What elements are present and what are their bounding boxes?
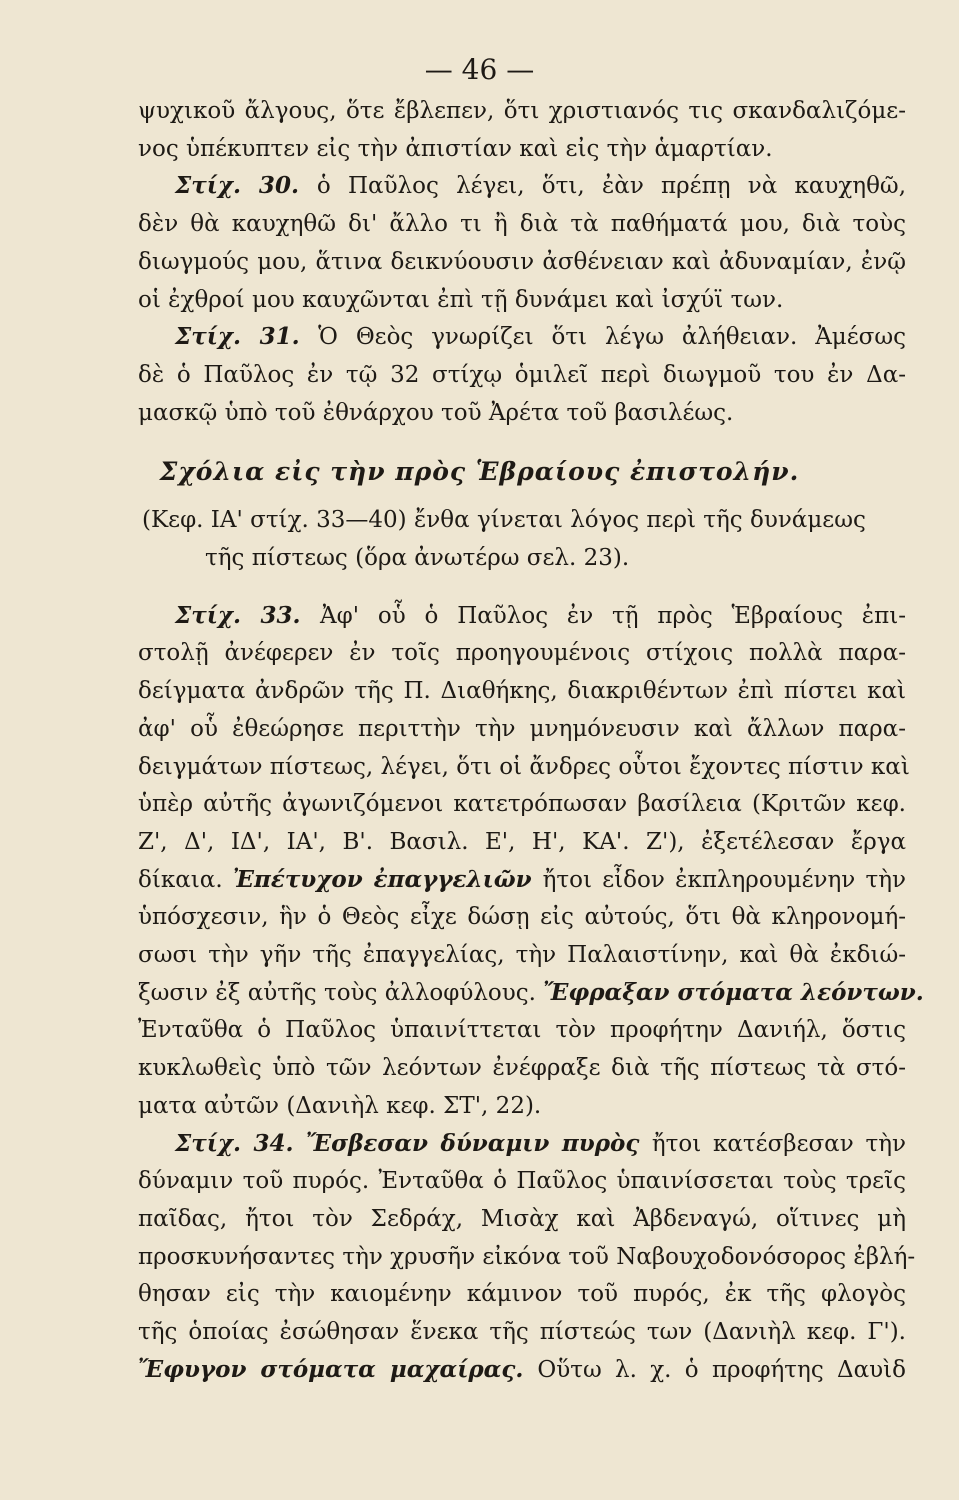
line-text: ἤτοι κατέσβεσαν τὴν (651, 1130, 906, 1157)
line-text: ἤτοι εἶδον ἐκπληρουμένην τὴν (542, 866, 906, 893)
text-line (138, 978, 924, 1008)
text-line (138, 940, 906, 970)
quoted-phrase: Ἐπέτυχον ἐπαγγελιῶν (232, 865, 543, 893)
line-text: Ζ', Δ', ΙΔ', ΙΑ', Β'. Βασιλ. Ε', Η', ΚΑ'. Ζ'), ἐξετέλεσαν ἔργα (138, 828, 906, 855)
line-text: Οὕτω λ. χ. ὁ προφήτης Δαυὶδ (537, 1356, 906, 1383)
line-text: δύναμιν τοῦ πυρός. Ἐνταῦθα ὁ Παῦλος ὑπαινίσσεται τοὺς τρεῖς (138, 1168, 906, 1195)
line-text: διωγμούς μου, ἅτινα δεικνύουσιν ἀσθένειαν καὶ ἀδυναμίαν, ἐνῷ (138, 248, 906, 275)
line-text: ψυχικοῦ ἄλγους, ὅτε ἔβλεπεν, ὅτι χριστιανός τις σκανδαλιζόμε- (138, 98, 906, 124)
line-text: δείγματα ἀνδρῶν τῆς Π. Διαθήκης, διακριθέντων ἐπὶ πίστει καὶ (138, 678, 906, 705)
quoted-phrase: Ἔφυγον στόματα μαχαίρας. (138, 1355, 538, 1383)
text-line (138, 1166, 906, 1196)
text-line (138, 247, 906, 277)
line-text: παῖδας, ἤτοι τὸν Σεδράχ, Μισὰχ καὶ Ἀβδεναγώ, οἵτινες μὴ (138, 1205, 906, 1232)
verse-label: Στίχ. 33. (175, 601, 321, 629)
line-text: δὲ ὁ Παῦλος ἐν τῷ 32 στίχῳ ὁμιλεῖ περὶ διωγμοῦ του ἐν Δα- (138, 361, 906, 388)
text-line (138, 1279, 906, 1309)
text-line (138, 714, 906, 744)
section-heading: Σχόλια εἰς τὴν πρὸς Ἑβραίους ἐπιστολήν. (159, 457, 800, 487)
text-line (175, 322, 906, 352)
text-line (138, 209, 906, 239)
text-line (138, 1204, 906, 1234)
line-text: Ἀφ' οὗ ὁ Παῦλος ἐν τῇ πρὸς Ἑβραίους ἐπι- (320, 602, 907, 629)
text-line (175, 1129, 906, 1159)
line-text: στολῇ ἀνέφερεν ἐν τοῖς προηγουμένοις στίχοις πολλὰ παρα- (138, 640, 906, 667)
verse-label: Στίχ. 34. (175, 1129, 307, 1157)
line-prefix: δίκαια. (138, 866, 233, 893)
line-text: Ἐνταῦθα ὁ Παῦλος ὑπαινίττεται τὸν προφήτην Δανιήλ, ὅστις (138, 1017, 906, 1044)
text-line (138, 1242, 916, 1272)
text-line (138, 1053, 906, 1083)
text-line (138, 1355, 906, 1385)
line-text: δειγμάτων πίστεως, λέγει, ὅτι οἱ ἄνδρες οὗτοι ἔχοντες πίστιν καὶ (138, 753, 910, 780)
text-line (138, 96, 906, 126)
text-line (138, 285, 906, 315)
verse-label: Στίχ. 31. (175, 323, 319, 351)
quoted-phrase: Ἔσβεσαν δύναμιν πυρὸς (306, 1129, 652, 1157)
text-line (138, 134, 906, 164)
line-text: μασκῷ ὑπὸ τοῦ ἐθνάρχου τοῦ Ἀρέτα τοῦ βασιλέως. (138, 399, 734, 426)
text-line (138, 1317, 906, 1347)
reference-line: (Κεφ. ΙΑ' στίχ. 33—40) ἔνθα γίνεται λόγος περὶ τῆς δυνάμεως (142, 507, 866, 534)
line-text: ματα αὐτῶν (Δανιὴλ κεφ. ΣΤ', 22). (138, 1092, 542, 1119)
line-text: οἱ ἐχθροί μου καυχῶνται ἐπὶ τῇ δυνάμει καὶ ἰσχύϊ των. (138, 286, 784, 313)
line-text: ἀφ' οὗ ἐθεώρησε περιττὴν τὴν μνημόνευσιν καὶ ἄλλων παρα- (138, 715, 906, 742)
text-line (138, 827, 906, 857)
line-prefix: ξωσιν ἐξ αὐτῆς τοὺς ἀλλοφύλους. (138, 979, 544, 1006)
line-text: Ὁ Θεὸς γνωρίζει ὅτι λέγω ἀλήθειαν. Ἀμέσως (318, 324, 906, 351)
line-text: δὲν θὰ καυχηθῶ δι' ἄλλο τι ἢ διὰ τὰ παθήματά μου, διὰ τοὺς (138, 211, 906, 238)
text-line (138, 398, 906, 428)
page-number: — 46 — (424, 53, 535, 86)
line-text: ὁ Παῦλος λέγει, ὅτι, ἐὰν πρέπῃ νὰ καυχηθῶ, (316, 173, 907, 200)
text-line (138, 865, 906, 895)
text-line (138, 1015, 906, 1045)
line-text: ὑπὲρ αὐτῆς ἀγωνιζόμενοι κατετρόπωσαν βασίλεια (Κριτῶν κεφ. (138, 791, 906, 818)
text-line (138, 752, 910, 782)
line-text: σωσι τὴν γῆν τῆς ἐπαγγελίας, τὴν Παλαιστίνην, καὶ θὰ ἐκδιώ- (138, 942, 906, 968)
line-text: νος ὑπέκυπτεν εἰς τὴν ἀπιστίαν καὶ εἰς τὴν ἁμαρτίαν. (138, 135, 773, 162)
text-line (138, 789, 906, 819)
line-text: προσκυνήσαντες τὴν χρυσῆν εἰκόνα τοῦ Ναβουχοδονόσορος ἐβλή- (138, 1243, 916, 1270)
line-text: θησαν εἰς τὴν καιομένην κάμινον τοῦ πυρός, ἐκ τῆς φλογὸς (138, 1281, 906, 1308)
text-line (138, 360, 906, 390)
text-line (175, 601, 906, 631)
line-text: τῆς ὁποίας ἐσώθησαν ἕνεκα τῆς πίστεώς των (Δανιὴλ κεφ. Γ'). (138, 1319, 906, 1345)
text-line (138, 1091, 906, 1121)
text-line (138, 902, 906, 932)
reference-line: τῆς πίστεως (ὅρα ἀνωτέρω σελ. 23). (205, 545, 630, 571)
quoted-phrase: Ἔφραξαν στόματα λεόντων. (543, 978, 924, 1006)
text-line (175, 171, 906, 201)
text-line (138, 638, 906, 668)
verse-label: Στίχ. 30. (175, 172, 317, 200)
line-text: κυκλωθεὶς ὑπὸ τῶν λεόντων ἐνέφραξε διὰ τῆς πίστεως τὰ στό- (138, 1055, 906, 1082)
text-line (138, 676, 906, 706)
line-text: ὑπόσχεσιν, ἣν ὁ Θεὸς εἶχε δώσῃ εἰς αὐτούς, ὅτι θὰ κληρονομή- (138, 904, 906, 931)
